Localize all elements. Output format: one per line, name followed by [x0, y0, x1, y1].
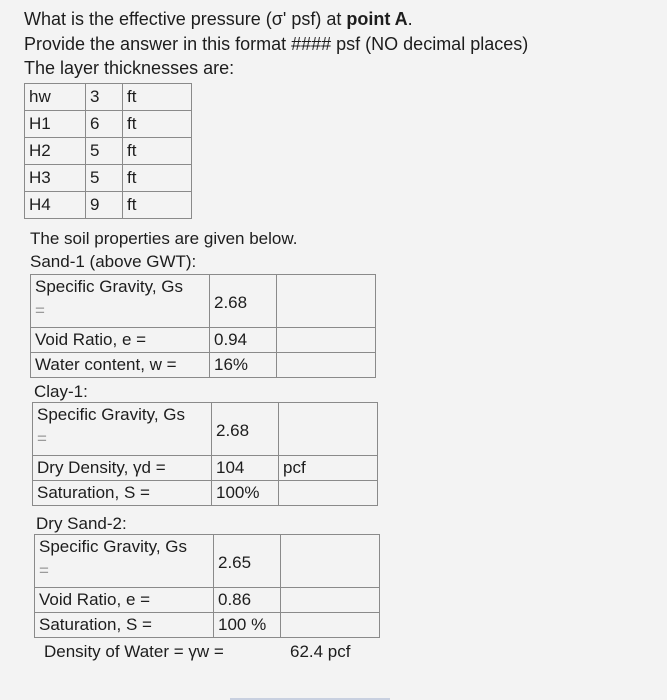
gs-value: 2.68: [210, 275, 277, 328]
layer-thickness: 9: [86, 192, 123, 219]
clay1-heading: Clay-1:: [34, 382, 88, 401]
layer-thickness-table: [24, 83, 192, 219]
layer-unit: ft: [123, 138, 192, 165]
answer-format-instruction: Provide the answer in this format #### psf (NO decimal places): [24, 34, 529, 54]
table-row: [25, 138, 192, 165]
property-label: Saturation, S =: [33, 481, 212, 506]
equals-sign: =: [37, 429, 47, 448]
property-unit: [277, 328, 376, 353]
property-value: 0.86: [214, 588, 281, 613]
property-value: 0.94: [210, 328, 277, 353]
property-value: 104: [212, 456, 279, 481]
soil-properties-intro: The soil properties are given below.: [30, 229, 298, 248]
sand1-heading: Sand-1 (above GWT):: [30, 252, 197, 271]
property-unit: [277, 353, 376, 378]
gs-value: 2.65: [214, 535, 281, 588]
table-row: [35, 588, 380, 613]
layer-name: H4: [25, 192, 86, 219]
table-row: [25, 84, 192, 111]
layer-unit: ft: [123, 111, 192, 138]
layer-unit: ft: [123, 84, 192, 111]
sand2-gs-row: [35, 535, 380, 588]
equals-sign: =: [35, 301, 45, 320]
table-row: [33, 481, 378, 506]
table-row: [25, 192, 192, 219]
table-row: [31, 353, 376, 378]
layer-unit: ft: [123, 165, 192, 192]
gs-label: Specific Gravity, Gs: [39, 537, 187, 556]
gs-label: Specific Gravity, Gs: [35, 277, 183, 296]
property-label: Saturation, S =: [35, 613, 214, 638]
clay1-gs-row: [33, 403, 378, 456]
layer-thickness: 5: [86, 138, 123, 165]
property-unit: pcf: [279, 456, 378, 481]
property-value: 100 %: [214, 613, 281, 638]
property-unit: [281, 588, 380, 613]
property-label: Void Ratio, e =: [35, 588, 214, 613]
gs-label: Specific Gravity, Gs: [37, 405, 185, 424]
table-row: [31, 328, 376, 353]
equals-sign: =: [39, 561, 49, 580]
sand1-properties-table: [30, 274, 376, 378]
layer-name: hw: [25, 84, 86, 111]
question-period: .: [407, 9, 413, 29]
property-value: 100%: [212, 481, 279, 506]
layer-thickness: 5: [86, 165, 123, 192]
property-unit: [281, 613, 380, 638]
layer-name: H3: [25, 165, 86, 192]
gs-value: 2.68: [212, 403, 279, 456]
water-density-value: 62.4 pcf: [290, 642, 351, 661]
property-label: Dry Density, γd =: [33, 456, 212, 481]
property-label: Void Ratio, e =: [31, 328, 210, 353]
layer-thickness: 3: [86, 84, 123, 111]
question-text: What is the effective pressure (σ' psf) at: [24, 9, 347, 29]
layer-unit: ft: [123, 192, 192, 219]
thickness-intro: The layer thicknesses are:: [24, 58, 235, 78]
sand2-properties-table: [34, 534, 380, 638]
water-density-label: Density of Water = γw =: [44, 642, 224, 661]
layer-thickness: 6: [86, 111, 123, 138]
sand1-gs-row: [31, 275, 376, 328]
property-value: 16%: [210, 353, 277, 378]
table-row: [25, 111, 192, 138]
sand2-heading: Dry Sand-2:: [36, 514, 127, 533]
point-a-label: point A: [346, 9, 408, 29]
table-row: [25, 165, 192, 192]
table-row: [33, 456, 378, 481]
property-label: Water content, w =: [31, 353, 210, 378]
question-line-1: [24, 8, 413, 30]
clay1-properties-table: [32, 402, 378, 506]
layer-name: H2: [25, 138, 86, 165]
property-unit: [279, 481, 378, 506]
layer-name: H1: [25, 111, 86, 138]
table-row: [35, 613, 380, 638]
